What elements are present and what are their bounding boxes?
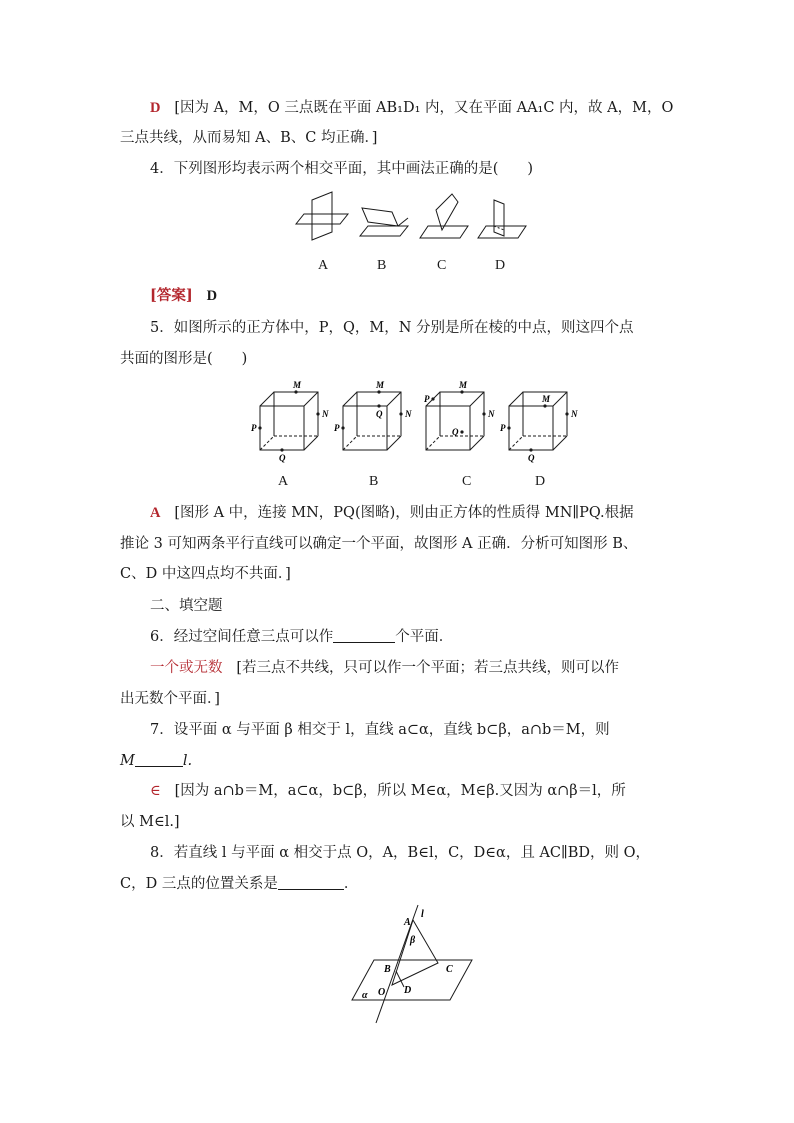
q4-answer: D	[206, 288, 218, 304]
label-a: A	[404, 917, 411, 928]
q7-question-post: l.	[182, 753, 193, 769]
cube-hidden-edge	[426, 436, 440, 450]
label-d: D	[404, 985, 412, 996]
q3-explain-text-2: 三点共线，从而易知 A、B、C 均正确．]	[120, 130, 378, 146]
q4-figure-d	[478, 200, 526, 238]
q5-option-d: D	[535, 474, 546, 489]
q6-explain-line2	[120, 689, 220, 709]
point-m	[543, 404, 546, 407]
point-n	[399, 412, 402, 415]
q4-option-labels	[0, 258, 794, 278]
q4-figure-a	[296, 192, 348, 240]
cube-front-face	[509, 406, 553, 450]
point-label-p: P	[424, 394, 430, 404]
q5-option-c: C	[462, 474, 472, 489]
q4-answer-label: [答案]	[150, 287, 193, 304]
plane-alpha	[352, 960, 472, 1000]
q7-question-pre: M	[120, 753, 135, 769]
point-label-p: P	[500, 423, 506, 433]
q3-explain-line2	[120, 128, 377, 148]
q7-blank	[135, 752, 183, 767]
point-p	[258, 426, 261, 429]
cube-hidden-edge	[260, 436, 274, 450]
point-m	[294, 390, 297, 393]
q8-question-post: ．	[343, 876, 359, 892]
point-q	[280, 448, 283, 451]
q7-question-line2	[120, 751, 192, 771]
q6-question	[150, 627, 453, 647]
q5-explain-text-3: C、D 中这四点均不共面．]	[120, 566, 291, 582]
segment-bd	[396, 971, 404, 987]
q5-explain-text-1: [图形 A 中，连接 MN，PQ(图略)，则由正方体的性质得 MN∥PQ.根据	[174, 505, 634, 521]
label-o: O	[378, 987, 386, 998]
cube-a	[251, 380, 329, 463]
point-label-m: M	[293, 380, 302, 390]
point-label-q: Q	[279, 453, 286, 463]
point-label-m: M	[542, 394, 551, 404]
point-n	[565, 412, 568, 415]
q5-explain-line3	[120, 564, 291, 584]
q3-answer: D	[150, 100, 161, 116]
q4-option-c: C	[437, 258, 447, 273]
cube-edge	[304, 436, 318, 450]
q4-option-d: D	[495, 258, 506, 273]
point-label-m: M	[459, 380, 468, 390]
cube-edge	[553, 436, 567, 450]
q5-option-b: B	[369, 474, 379, 489]
cube-hidden-edge	[509, 436, 523, 450]
q7-explain-line1	[150, 781, 626, 801]
q6-question-pre: 6．经过空间任意三点可以作	[150, 629, 334, 645]
q5-question-text-1: 5．如图所示的正方体中，P，Q，M，N 分别是所在棱的中点，则这四个点	[150, 320, 634, 336]
q5-answer: A	[150, 505, 161, 521]
cube-edge	[343, 392, 357, 406]
point-label-q: Q	[376, 409, 383, 419]
cube-edge	[509, 392, 523, 406]
q5-option-a: A	[278, 474, 289, 489]
q6-answer: 一个或无数	[150, 660, 223, 676]
q8-question-pre: C，D 三点的位置关系是	[120, 876, 278, 892]
cube-hidden-edge	[343, 436, 357, 450]
point-label-n: N	[571, 409, 578, 419]
label-beta: β	[410, 935, 416, 946]
q8-blank	[278, 875, 344, 890]
q5-question-text-2: 共面的图形是( )	[120, 351, 248, 367]
cube-d	[500, 392, 578, 463]
q6-explain-line1	[150, 658, 619, 678]
cube-edge	[387, 436, 401, 450]
point-label-n: N	[405, 409, 412, 419]
q5-question-line1	[150, 318, 634, 338]
q7-answer: ∈	[150, 783, 161, 799]
point-label-n: N	[322, 409, 329, 419]
q4-figures	[300, 192, 600, 252]
q7-explain-text-2: 以 M∈l.]	[120, 814, 180, 830]
q3-explain-text-1: [因为 A，M，O 三点既在平面 AB₁D₁ 内，又在平面 AA₁C 内，故 A，M，O	[174, 100, 674, 116]
cube-c	[424, 380, 495, 450]
point-p	[507, 426, 510, 429]
q5-question-line2	[120, 349, 247, 369]
cube-edge	[304, 392, 318, 406]
q8-question-text-1: 8．若直线 l 与平面 α 相交于点 O，A，B∈l，C，D∈α，且 AC∥BD，则 O，	[150, 845, 650, 861]
point-p	[431, 397, 434, 400]
q4-figure-b	[360, 208, 408, 236]
q6-explain-text-2: 出无数个平面．]	[120, 691, 220, 707]
label-l: l	[421, 909, 424, 920]
label-b: B	[384, 964, 391, 975]
q5-cube-figures	[250, 382, 590, 462]
q7-explain-line2	[120, 812, 180, 832]
point-q	[529, 448, 532, 451]
point-label-q: Q	[528, 453, 535, 463]
cube-front-face	[260, 406, 304, 450]
point-p	[341, 426, 344, 429]
point-label-n: N	[488, 409, 495, 419]
label-alpha: α	[362, 990, 368, 1001]
q7-explain-text-1: [因为 a∩b＝M，a⊂α，b⊂β，所以 M∈α，M∈β.又因为 α∩β＝l，所	[174, 783, 626, 799]
point-label-q: Q	[452, 427, 459, 437]
q4-figure-c	[420, 194, 468, 238]
cube-edge	[470, 436, 484, 450]
q6-blank	[333, 628, 395, 643]
cube-edge	[260, 392, 274, 406]
q5-explain-line1	[150, 503, 634, 523]
cube-edge	[470, 392, 484, 406]
point-n	[316, 412, 319, 415]
q6-explain-text-1: [若三点不共线，只可以作一个平面；若三点共线，则可以作	[236, 660, 619, 676]
q3-explain-line1	[150, 98, 673, 118]
q5-explain-line2	[120, 534, 637, 554]
q8-figure	[350, 905, 480, 1025]
q5-option-labels	[0, 474, 794, 494]
label-c: C	[446, 964, 453, 975]
section-title-text: 二、填空题	[150, 598, 223, 614]
q4-option-b: B	[377, 258, 387, 273]
q4-option-a: A	[318, 258, 329, 273]
q4-answer-line	[150, 286, 217, 306]
cube-b	[334, 380, 412, 450]
cube-edge	[387, 392, 401, 406]
plane-beta	[392, 920, 438, 985]
q4-question-text: 4．下列图形均表示两个相交平面，其中画法正确的是( )	[150, 161, 534, 177]
point-q	[377, 404, 380, 407]
q7-question-text-1: 7．设平面 α 与平面 β 相交于 l，直线 a⊂α，直线 b⊂β，a∩b＝M，则	[150, 722, 610, 738]
point-label-p: P	[334, 423, 340, 433]
point-m	[460, 390, 463, 393]
cube-edge	[553, 392, 567, 406]
cube-front-face	[426, 406, 470, 450]
point-m	[377, 390, 380, 393]
q4-question	[150, 159, 533, 179]
q8-question-line1	[150, 843, 650, 863]
q8-question-line2	[120, 874, 358, 894]
q5-explain-text-2: 推论 3 可知两条平行直线可以确定一个平面，故图形 A 正确．分析可知图形 B、	[120, 536, 638, 552]
point-label-m: M	[376, 380, 385, 390]
point-n	[482, 412, 485, 415]
point-label-p: P	[251, 423, 257, 433]
q6-question-post: 个平面．	[395, 629, 454, 645]
point-q	[460, 430, 463, 433]
q7-question-line1	[150, 720, 610, 740]
section-title	[150, 596, 223, 616]
